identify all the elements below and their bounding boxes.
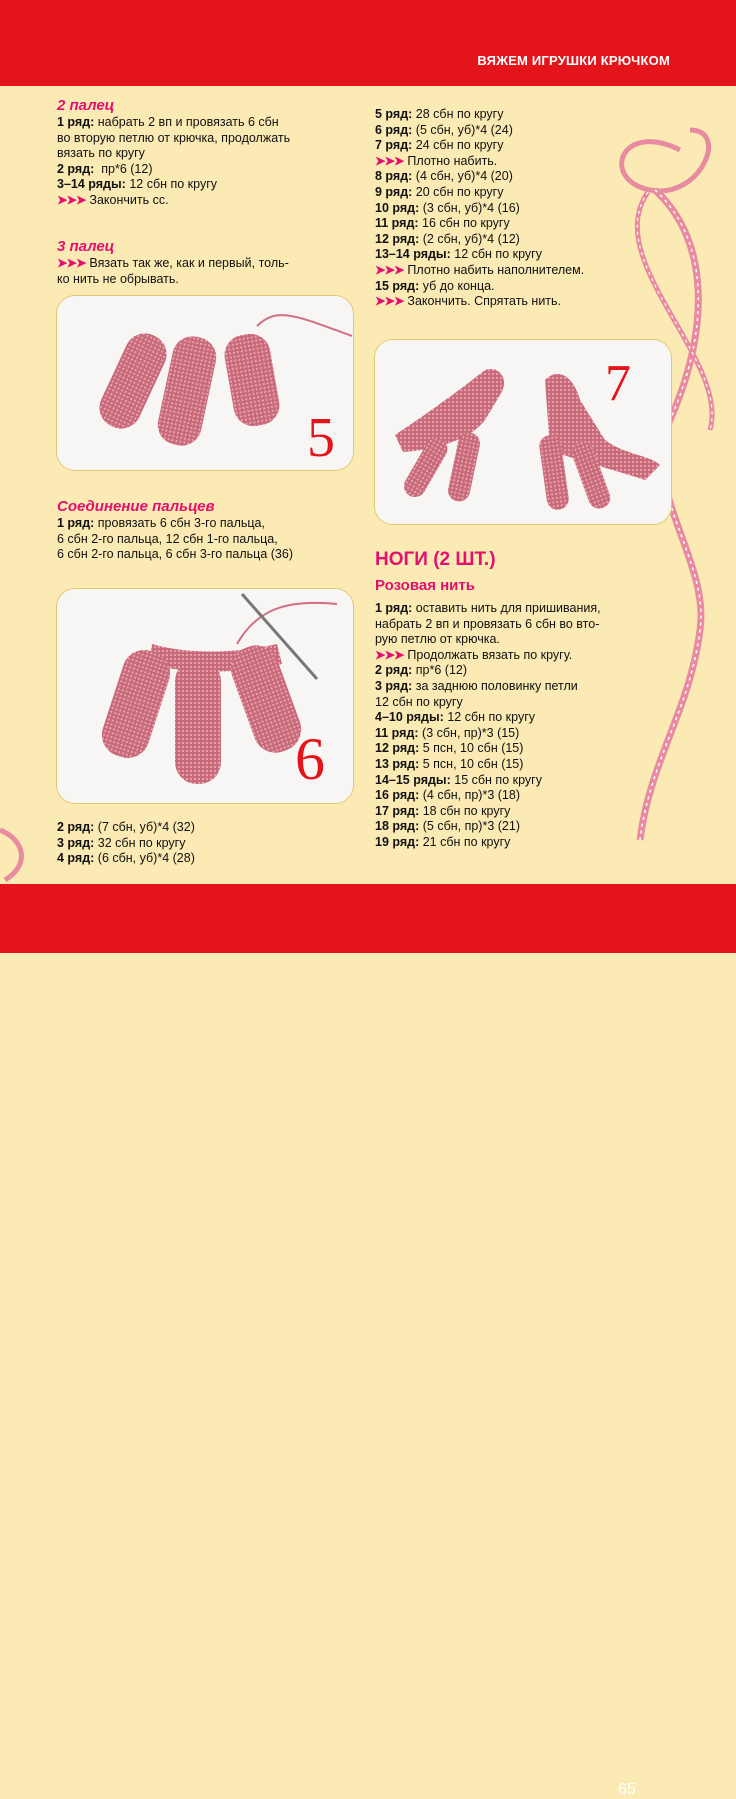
row-label: 1 ряд: [375, 601, 413, 615]
row-label: 6 ряд: [375, 122, 413, 137]
joining-section [57, 498, 293, 563]
row-text: Закончить сс. [89, 192, 169, 207]
rows-bottom-left [57, 820, 195, 867]
row-label: 19 ряд: [375, 834, 420, 849]
row-label: 11 ряд: [375, 725, 419, 740]
photo-number: 6 [295, 726, 325, 792]
row-label: 3 ряд: [57, 835, 95, 850]
row-text: пр*6 (12) [101, 161, 153, 176]
row-label: 1 ряд: [57, 516, 95, 530]
row-label: 14–15 ряды: [375, 772, 451, 787]
row-text: (4 сбн, пр)*3 (18) [422, 788, 520, 803]
row-text: набрать 2 вп и провязать 6 сбн [97, 115, 279, 129]
row-label: 16 ряд: [375, 788, 420, 803]
row-text: (5 сбн, уб)*4 (24) [415, 122, 513, 137]
row-label: 1 ряд: [57, 115, 95, 129]
finger2-section [57, 97, 290, 209]
page-number: 65 [618, 1781, 636, 1798]
row-text: Продолжать вязать по кругу. [407, 647, 573, 662]
row-text: 32 сбн по кругу [97, 835, 186, 850]
joining-title: Соединение пальцев [57, 498, 215, 515]
photo-step-7 [375, 340, 671, 524]
row-text: 12 сбн по кругу [375, 694, 463, 709]
header-title: ВЯЖЕМ ИГРУШКИ КРЮЧКОМ [477, 53, 670, 68]
footer-bar [0, 884, 736, 1798]
row-text: 16 сбн по кругу [422, 216, 510, 231]
row-text: 12 сбн по кругу [454, 247, 542, 262]
row-text: (7 сбн, уб)*4 (32) [97, 820, 195, 834]
row-text: 21 сбн по кругу [422, 834, 511, 849]
row-label: 2 ряд: [57, 161, 95, 176]
row-label: 17 ряд: [375, 803, 420, 818]
row-label: 11 ряд: [375, 216, 419, 231]
photo-number: 5 [307, 407, 335, 469]
row-text: 20 сбн по кругу [415, 184, 504, 199]
row-label: 12 ряд: [375, 741, 420, 756]
row-label: 12 ряд: [375, 231, 420, 246]
row-text: ко нить не обрывать. [57, 271, 179, 286]
finger2-title: 2 палец [57, 97, 115, 114]
arrow-icon: ➤➤➤ [57, 256, 86, 270]
row-text: рую петлю от крючка. [375, 632, 500, 647]
row-text: Плотно набить наполнителем. [407, 262, 585, 277]
arrow-icon: ➤➤➤ [375, 647, 404, 662]
arrow-icon: ➤➤➤ [375, 262, 404, 277]
finger3-title: 3 палец [57, 238, 115, 255]
row-label: 10 ряд: [375, 200, 420, 215]
row-text: 5 псн, 10 сбн (15) [422, 741, 524, 756]
row-text: 12 сбн по кругу [447, 710, 536, 725]
row-text: во вторую петлю от крючка, продолжать [57, 130, 291, 145]
row-label: 8 ряд: [375, 169, 413, 184]
row-label: 13–14 ряды: [375, 247, 451, 262]
row-text: 5 псн, 10 сбн (15) [422, 756, 524, 771]
row-text: Закончить. Спрятать нить. [407, 294, 562, 309]
row-text: за заднюю половинку петли [415, 678, 578, 693]
row-text: Вязать так же, как и первый, толь- [89, 256, 289, 270]
legs-title: НОГИ (2 ШТ.) [375, 549, 496, 570]
arrow-icon: ➤➤➤ [57, 192, 86, 207]
row-label: 18 ряд: [375, 819, 420, 834]
row-text: (6 сбн, уб)*4 (28) [97, 851, 195, 866]
row-label: 5 ряд: [375, 107, 413, 121]
row-text: вязать по кругу [57, 146, 145, 161]
row-text: 15 сбн по кругу [454, 772, 542, 787]
photo-step-5 [57, 296, 353, 470]
row-label: 3–14 ряды: [57, 177, 126, 192]
row-text: 12 сбн по кругу [129, 177, 218, 192]
row-text: 24 сбн по кругу [415, 138, 504, 153]
row-text: (5 сбн, пр)*3 (21) [422, 819, 520, 834]
row-text: (3 сбн, уб)*4 (16) [422, 200, 520, 215]
row-text: 18 сбн по кругу [422, 803, 511, 818]
row-text: Плотно набить. [407, 153, 498, 168]
row-label: 7 ряд: [375, 138, 413, 153]
row-text: (3 сбн, пр)*3 (15) [422, 725, 520, 740]
header-bar [0, 0, 736, 86]
legs-subtitle: Розовая нить [375, 577, 475, 594]
row-label: 9 ряд: [375, 184, 413, 199]
row-label: 2 ряд: [375, 663, 413, 678]
row-text: 6 сбн 2-го пальца, 6 сбн 3-го пальца (36) [57, 547, 293, 562]
arrow-icon: ➤➤➤ [375, 294, 404, 309]
photo-step-6 [57, 589, 353, 803]
rows-top-right [375, 107, 584, 310]
row-text: оставить нить для пришивания, [415, 601, 601, 615]
legs-rows [375, 601, 601, 851]
row-text: 6 сбн 2-го пальца, 12 сбн 1-го пальца, [57, 531, 278, 546]
photo-number: 7 [605, 355, 631, 412]
row-text: (4 сбн, уб)*4 (20) [415, 169, 513, 184]
row-text: набрать 2 вп и провязать 6 сбн во вто- [375, 616, 600, 631]
row-label: 13 ряд: [375, 756, 420, 771]
row-label: 2 ряд: [57, 820, 95, 834]
row-label: 3 ряд: [375, 678, 413, 693]
row-label: 4 ряд: [57, 851, 95, 866]
row-label: 4–10 ряды: [375, 710, 444, 725]
row-text: (2 сбн, уб)*4 (12) [422, 231, 520, 246]
row-text: пр*6 (12) [415, 663, 468, 678]
row-label: 15 ряд: [375, 278, 420, 293]
row-text: 28 сбн по кругу [415, 107, 504, 121]
arrow-icon: ➤➤➤ [375, 153, 404, 168]
ribbon-corner-decoration [0, 820, 40, 890]
row-text: уб до конца. [422, 278, 495, 293]
finger3-section [57, 238, 289, 287]
row-text: провязать 6 сбн 3-го пальца, [97, 516, 265, 530]
